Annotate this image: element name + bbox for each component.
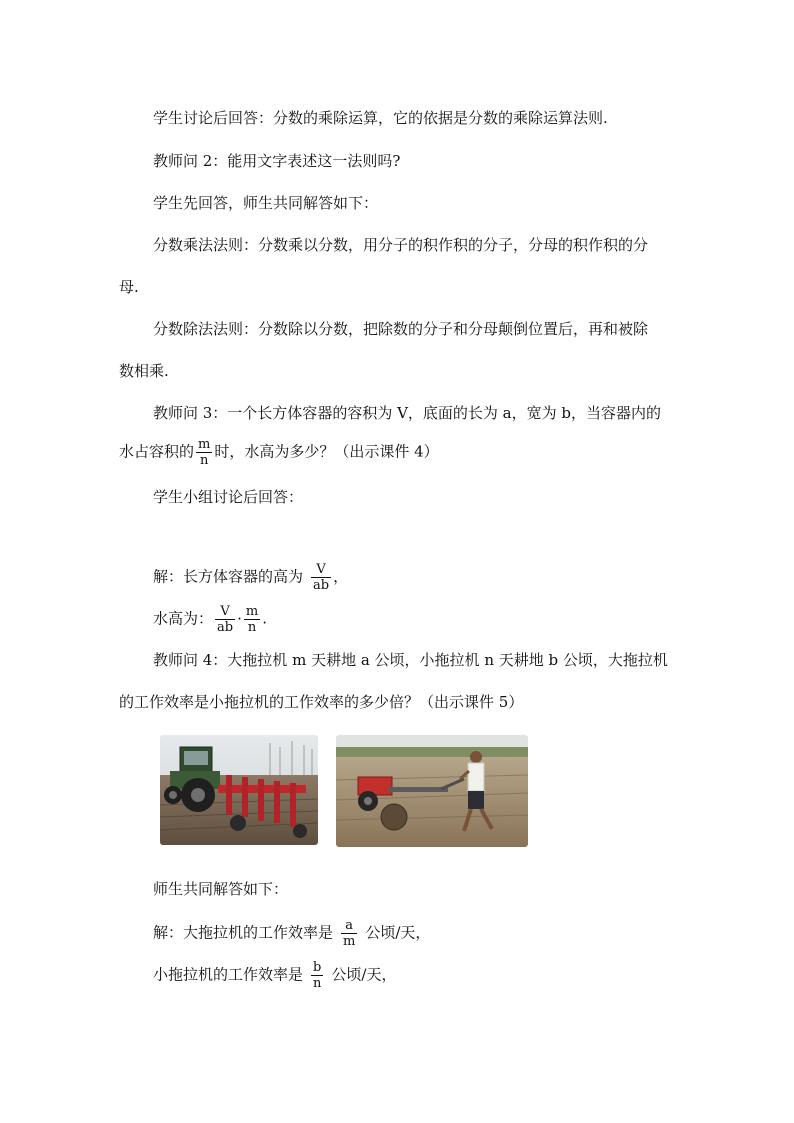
large-tractor-image [160,735,318,845]
paragraph-joint-answer: 师生共同解答如下： [153,880,289,898]
fraction-denominator: ab [313,578,330,593]
small-tractor-image [336,735,528,847]
fraction-denominator: ab [217,620,234,635]
text-segment: 解：长方体容器的高为 [153,567,304,586]
fraction-numerator: V [311,562,331,578]
text-segment: . [262,609,267,628]
paragraph-teacher-question-4: 教师问 4：大拖拉机 m 天耕地 a 公顷，小拖拉机 n 天耕地 b 公顷，大拖拉机 [153,651,668,669]
paragraph-teacher-question-3-cont [119,437,439,468]
solution-line-small-tractor [153,960,396,991]
fraction-denominator: m [343,934,356,949]
paragraph-student-answer-1: 学生讨论后回答：分数的乘除运算，它的依据是分数的乘除运算法则. [153,109,608,127]
large-tractor-photo [160,735,318,845]
solution-line-large-tractor [153,918,430,949]
fraction-numerator: m [198,437,211,452]
fraction-v-over-ab [215,604,235,635]
multiply-dot: · [237,609,242,628]
text-segment: 解：大拖拉机的工作效率是 [153,923,334,942]
fraction-numerator: V [215,604,235,620]
fraction-m-over-n [244,604,260,635]
text-segment: 时，水高为多少？（出示课件 4） [214,442,439,461]
fraction-m-over-n [196,437,212,468]
text-segment: 小拖拉机的工作效率是 [153,965,304,984]
fraction-b-over-n [311,960,323,991]
paragraph-group-answer: 学生小组讨论后回答： [153,488,304,506]
fraction-numerator: m [245,604,259,619]
text-segment: ， [333,567,349,586]
paragraph-division-rule: 分数除法法则：分数除以分数，把除数的分子和分母颠倒位置后，再和被除 [153,320,649,338]
paragraph-teacher-question-2: 教师问 2：能用文字表述这一法则吗? [153,152,401,170]
fraction-numerator: a [341,918,357,934]
paragraph-teacher-question-3: 教师问 3：一个长方体容器的容积为 V，底面的长为 a，宽为 b，当容器内的 [153,404,661,422]
text-segment: 公顷/天， [331,965,397,984]
paragraph-teacher-question-4-cont: 的工作效率是小拖拉机的工作效率的多少倍？（出示课件 5） [119,693,524,711]
fraction-a-over-m [341,918,357,949]
solution-line-height [153,562,348,593]
text-segment: 公顷/天， [365,923,431,942]
paragraph-division-rule-cont: 数相乘. [119,362,169,380]
fraction-denominator: n [247,620,257,635]
small-tractor-photo [336,735,528,847]
paragraph-multiplication-rule: 分数乘法法则：分数乘以分数，用分子的积作积的分子，分母的积作积的分 [153,236,649,254]
text-segment: 水高为： [153,609,214,628]
paragraph-student-answer-2: 学生先回答，师生共同解答如下： [153,194,379,212]
fraction-v-over-ab [311,562,331,593]
solution-line-water-height [153,604,267,635]
fraction-denominator: n [313,976,322,991]
fraction-numerator: b [311,960,323,976]
paragraph-multiplication-rule-cont: 母. [119,278,139,296]
fraction-denominator: n [199,453,209,468]
text-segment: 水占容积的 [119,442,195,461]
